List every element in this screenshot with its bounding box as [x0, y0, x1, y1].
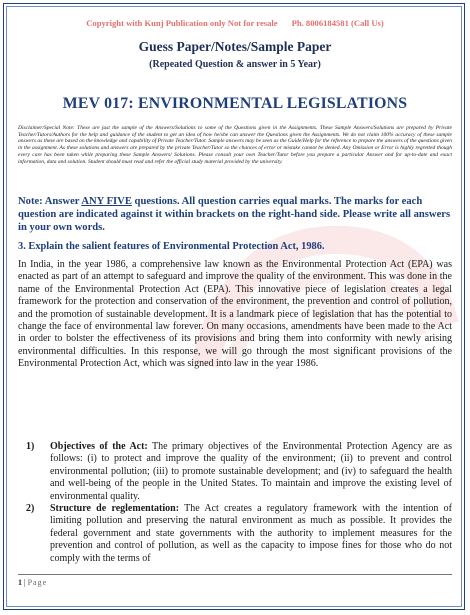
disclaimer-text: Disclaimer/Special Note: These are just the sample of the Answers/Solutions to some of the Questions given in the Assignments. These Sample Answers/Solutions are prepared by Private Teacher/Tutors/Authors for the help and guidance of the student to get an idea of how he/she can answer the Questions given the Assignments. We do not claim 100% accuracy of these sample answers as these are based on the knowledge and capability of Private Teacher/Tutor. Sample answers may be seen as the Guide/Help for the reference to prepare the answers of the questions given in the assignment. As these solutions and answers are prepared by the private Teacher/Tutor so the chances of error or mistake cannot be denied. Any Omission or Error is highly regretted though every care has been taken while preparing these Sample Answers/ Solutions. Please consult your own Teacher/Tutor before you prepare a particular Answer and for up-to-date and exact information, data and solution. Student should must read and refer the official study material provided by the university.	[18, 125, 452, 165]
page-footer	[18, 578, 47, 587]
document-subtitle-note: (Repeated Question & answer in 5 Year)	[149, 59, 321, 70]
instructions-note	[18, 195, 452, 234]
copyright-header	[18, 18, 452, 28]
note-prefix: Note: Answer	[18, 196, 82, 207]
course-title: MEV 017: ENVIRONMENTAL LEGISLATIONS	[62, 95, 408, 112]
list-item-body	[50, 503, 452, 565]
list-item-text: The Act creates a regulatory framework with the intention of limiting pollution and preserving the natural environment as much as possible. It provides the federal government and state governments with the authority to implement measures for the prevention and control of pollution, as well as the capacity to impose fines for those who do not comply with the terms of	[50, 503, 452, 564]
question-heading: 3. Explain the salient features of Environmental Protection Act, 1986.	[18, 241, 325, 252]
page-separator: |	[22, 578, 28, 587]
note-rest: questions. All question carries equal marks. The marks for each question are indicated against it within brackets on the right-hand side. Please write all answers in your own words.	[18, 196, 451, 233]
note-emphasis: ANY FIVE	[81, 196, 132, 207]
page-number: 1	[18, 578, 22, 587]
phone-text: Ph. 8006184581 (Call Us)	[291, 18, 384, 28]
intro-paragraph: In India, in the year 1986, a comprehensive law known as the Environmental Protection Act (EPA) was enacted as part of an attempt to safeguard and improve the quality of the environment. This was done in the name of the Environmental Protection Act (EPA). This innovative piece of legislation creates a legal framework for the protection and conservation of the environment, the prevention and control of pollution, and the promotion of sustainable development. It is a landmark piece of legislation that has the potential to change the face of environmental law forever. On many occasions, amendments have been made to the Act in order to bolster the effectiveness of its provisions and bring them into conformity with newly arising environmental difficulties. In this response, we will go through the most significant provisions of the Environmental Protection Act, which was signed into law in the year 1986.	[18, 259, 452, 370]
document-subtitle: Guess Paper/Notes/Sample Paper	[138, 39, 332, 54]
list-item-heading: Objectives of the Act:	[50, 441, 148, 452]
copyright-text: Copyright with Kunj Publication only Not for resale	[86, 18, 278, 28]
list-item-text: The primary objectives of the Environmental Protection Agency are as follows: (i) to protect and improve the quality of the environment; (ii) to prevent and control environmental pollution; (iii) to promote sustainable development; and (iv) to safeguard the health and well-being of the people in the United States. To maintain and improve the existing level of environmental quality.	[50, 441, 452, 502]
page-label: Page	[27, 578, 48, 587]
footer-divider	[18, 574, 452, 575]
list-item-body	[50, 441, 452, 503]
list-item-number: 2)	[26, 503, 35, 514]
list-item-number: 1)	[26, 441, 35, 452]
list-item-heading: Structure de reglementation:	[50, 503, 180, 514]
